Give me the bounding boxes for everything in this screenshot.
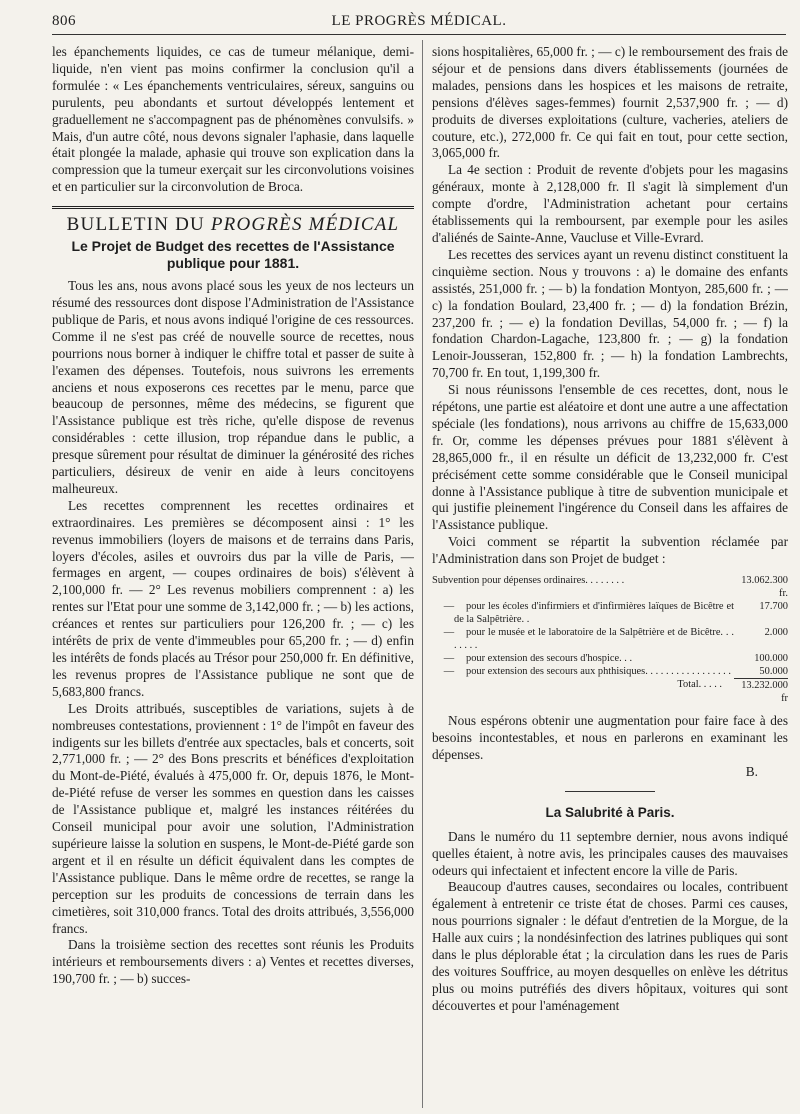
column-divider — [422, 40, 423, 1108]
journal-title: LE PROGRÈS MÉDICAL. — [331, 13, 507, 29]
body-paragraph: Dans la troisième section des recettes sont réunis les Produits intérieurs et remboursements divers : a) Ventes et recettes diverses, 190,700 fr. ; — b) succes- — [52, 937, 414, 987]
budget-total-row — [432, 678, 788, 705]
budget-row: — pour le musée et le laboratoire de la Salpêtrière et de Bicêtre. . . . . . . . 2.000 — [443, 627, 788, 652]
page-header — [52, 8, 786, 35]
budget-row-amount: 100.000 — [754, 653, 788, 665]
body-paragraph: sions hospitalières, 65,000 fr. ; — c) le remboursement des frais de séjour et de pensions dans divers établissements (journées de malades, pensions dans les hospices et les maisons de retraite, pensions d'élèves sages-femmes) fournit 2,537,900 fr. ; — d) produits de diverses exploitations (culture, vacheries, ateliers de couture, etc.), 272,000 fr. Ce qui fait en tout, pour cette section, 3,065,000 fr. — [432, 44, 788, 161]
closing-paragraph: Nous espérons obtenir une augmentation pour faire face à des besoins incontestables, et nous en parlerons en examinant les dépenses. — [432, 713, 788, 762]
article-title: Le Projet de Budget des recettes de l'Assistance publique pour 1881. — [71, 238, 395, 272]
intro-paragraph: les épanchements liquides, ce cas de tumeur mélanique, demi-liquide, n'en vient pas moins confirmer la conclusion qu'il a formulée : « Les épanchements ventriculaires, séreux, sanguins ou purulents, peu abondants et surtout développés lentement et graduellement ne s'accompagnent pas de phénomènes convulsifs. » Mais, d'un autre côté, nous devons signaler l'aphasie, dans laquelle était plongée la malade, aphasie qui trouve son explication dans la compression que la tumeur exerçait sur les circonvolutions voisines et en particulier sur la circonvolution de Broca. — [52, 44, 414, 195]
body-paragraph: Les recettes comprennent les recettes ordinaires et extraordinaires. Les premières se décomposent ainsi : 1° les revenus immobiliers (loyers de maisons et de terrains dans Paris, loyers d'écoles, asiles et ouvroirs dus par la ville de Paris, — fermages en argent, — coupes ordinaires de bois) s'élèvent à 2,100,000 fr. — 2° Les revenus mobiliers comprennent : a) les rentes sur l'Etat pour une somme de 3,142,000 fr. ; — b) les actions, créances et rentes sur particuliers pour 126,200 fr. ; — c) les intérêts de prix de vente d'immeubles pour 65,200 fr. ; — d) enfin les intérêts de fonds placés au Trésor pour 250,000 fr. En définitive, les revenus propres de l'Assistance publique ne sont que de 5,683,800 francs. — [52, 497, 414, 699]
budget-row-amount: 50.000 — [759, 666, 788, 678]
body-paragraph: Dans le numéro du 11 septembre dernier, nous avons indiqué quelles étaient, à notre avis, les principales causes des mauvaises odeurs qui infectaient et infectent encore la ville de Paris. — [432, 828, 788, 878]
budget-table — [432, 574, 788, 705]
budget-row-amount: 17.700 — [759, 601, 788, 613]
body-paragraph: Beaucoup d'autres causes, secondaires ou locales, contribuent également à entretenir ce triste état de choses. Parmi ces causes, nous pourrions signaler : le défaut d'entretien de la Morgue, de la Halle aux cuirs ; la nondésinfection des latrines publiques qui sont dans le plus déplorable état ; la circulation dans les rues de Paris des voitures Souffrice, au moyen desquelles on enlève les détritus plus ou moins putréfiés des divers hôpitaux, voitures qui sont découvertes et pour l'aménagement — [432, 879, 788, 1013]
budget-row: — pour les écoles d'infirmiers et d'infirmières laïques de Bicêtre et de la Salpêtrière. . 17.700 — [443, 601, 788, 626]
section-heading-plain: BULLETIN DU — [66, 214, 205, 236]
right-column — [432, 44, 788, 1108]
budget-row — [432, 574, 788, 600]
body-paragraph: Voici comment se répartit la subvention réclamée par l'Administration dans son Projet de budget : — [432, 534, 788, 567]
left-column — [52, 44, 414, 1108]
budget-row: — pour extension des secours aux phthisiques. . . . . . . . . . . . . . . . . 50.000 — [443, 666, 788, 678]
budget-row-amount: 2.000 — [764, 627, 788, 639]
budget-row-label: pour extension des secours d'hospice. . . — [466, 653, 633, 665]
page-number: 806 — [52, 13, 76, 29]
budget-row-label: pour extension des secours aux phthisiques. . . . . . . . . . . . . . . . . — [466, 666, 731, 678]
budget-total-label: Total. . . . . — [677, 679, 722, 691]
budget-row: — pour extension des secours d'hospice. . . 100.000 — [443, 653, 788, 665]
section-heading — [52, 214, 414, 236]
body-paragraph: Les recettes des services ayant un revenu distinct constituent la cinquième section. Nous y trouvons : a) le domaine des enfants assistés, 251,000 fr. ; — b) la fondation Montyon, 285,600 fr. ; — c) la fondation Boulard, 23,400 fr. ; — d) la fondation Brézin, 237,200 fr. ; — e) la fondation Devillas, 54,000 fr. ; — f) la fondation Chardon-Lagache, 123,800 fr. ; — g) la fondation Lenoir-Jousseran, 152,800 fr. ; — h) la fondation Lambrechts, 70,700 fr. En tout, 1,199,300 fr. — [432, 246, 788, 381]
author-signature: B. — [745, 763, 758, 779]
body-paragraph: Tous les ans, nous avons placé sous les yeux de nos lecteurs un résumé des ressources dont dispose l'Administration de l'Assistance publique de Paris, et nous avons indiqué l'origine de ces ressources. Comme il ne s'est pas créé de nouvelle source de recettes, nous pourrions nous borner à indiquer le chiffre total et passer de suite à l'examen des dépenses. Toutefois, nous suivrons les errements anciens et nous exposerons ces recettes par le menu, parce que beaucoup de personnes, même des médecins, se figurent que l'Assistance publique est très riche, qu'elle dispose de revenus considérables : cette illusion, trop répandue dans le public, a presque sûrement pour résultat de diminuer la générosité des riches particuliers, désireux de venir en aide à leurs concitoyens malheureux. — [52, 278, 414, 496]
budget-row-label: pour les écoles d'infirmiers et d'infirmières laïques de Bicêtre et de la Salpêtrière. . — [454, 601, 734, 626]
budget-row-label: Subvention pour dépenses ordinaires. . . . . . . . — [432, 575, 625, 587]
budget-total-amount: 13.232.000 fr — [734, 678, 788, 705]
body-paragraph: Les Droits attribués, susceptibles de variations, sujets à de nombreuses contestations, proviennent : 1° de l'impôt en faveur des indigents sur les billets d'entrée aux spectacles, bals et concerts, soit 2,771,000 fr. ; — 2° des Bons prescrits et bénéfices d'exploitation du Mont-de-Piété, évalués à 475,000 fr. Or, depuis 1876, le Mont-de-Piété refuse de verser les sommes en question dans les caisses de l'Assistance publique et, malgré les instances réitérées du Conseil municipal pour avoir une solution, l'Administration supérieure laisse la solution en suspens, le Mont-de-Piété garde son argent et il en résulte un déficit équivalent dans les comptes de l'Assistance publique. Dans le même ordre de recettes, se range la perception sur les produits de concessions de terrain dans les cimetières, soit 310,000 francs. Total des droits attribués, 3,556,000 francs. — [52, 700, 414, 936]
body-paragraph: Si nous réunissons l'ensemble de ces recettes, dont, nous le répétons, une partie est aléatoire et dont une autre a une affectation spéciale (les fondations), nous arrivons au chiffre de 15,633,000 fr. Or, comme les dépenses prévues pour 1881 s'élèvent à 28,865,000 fr., il en résulte un déficit de 13,232,000 fr. C'est précisément cette somme considérable que le Conseil municipal donne à l'Assistance publique à titre de subvention municipale et qui justifie pleinement l'ingérence du Conseil dans les affaires de l'Assistance publique. — [432, 382, 788, 533]
article2-title: La Salubrité à Paris. — [545, 804, 675, 820]
section-heading-italic: PROGRÈS MÉDICAL — [210, 214, 400, 236]
article-separator — [565, 791, 655, 792]
body-paragraph: La 4e section : Produit de revente d'objets pour les magasins généraux, monte à 2,128,000 fr. Il s'agit là simplement d'un compte d'ordre, l'Administration achetant pour certains établissements qui la remboursent, par exemple pour les asiles d'aliénés de Sainte-Anne, Vaucluse et Ville-Evrard. — [432, 162, 788, 245]
budget-row-amount: 13.062.300 fr. — [741, 575, 788, 600]
budget-row-label: pour le musée et le laboratoire de la Salpêtrière et de Bicêtre. . . . . . . . — [454, 627, 734, 652]
section-divider — [52, 206, 414, 209]
